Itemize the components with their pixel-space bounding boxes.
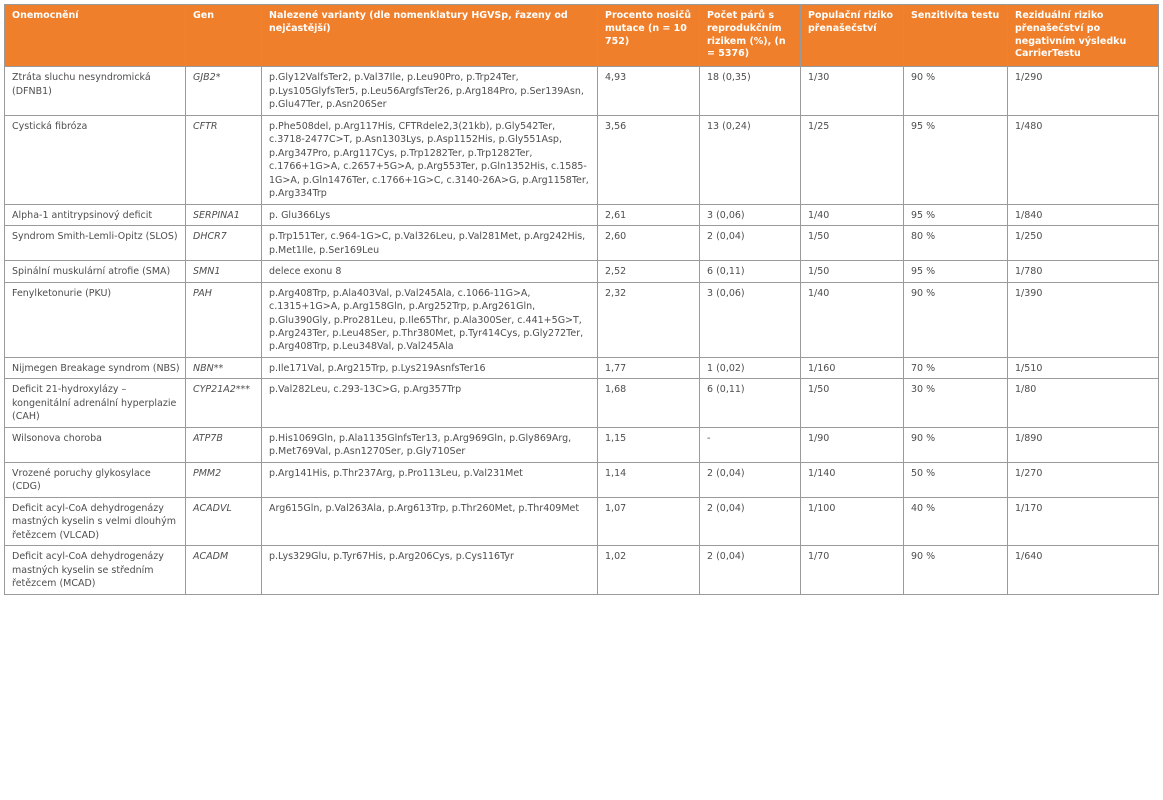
- cell-gene: DHCR7: [186, 226, 262, 261]
- cell-carrier-percent: 4,93: [598, 67, 700, 115]
- cell-carrier-percent: 1,02: [598, 546, 700, 594]
- header-row: [5, 5, 1159, 67]
- table-body: [5, 67, 1159, 595]
- cell-gene: PMM2: [186, 462, 262, 497]
- cell-variants: p. Glu366Lys: [262, 204, 598, 225]
- cell-sensitivity: 70 %: [904, 357, 1008, 378]
- header-disease: Onemocnění: [5, 5, 186, 67]
- table-row: [5, 357, 1159, 378]
- cell-residual-risk: 1/840: [1008, 204, 1159, 225]
- cell-population-risk: 1/40: [801, 204, 904, 225]
- cell-residual-risk: 1/390: [1008, 282, 1159, 357]
- cell-gene: ATP7B: [186, 427, 262, 462]
- cell-disease: Deficit 21-hydroxylázy – kongenitální adrenální hyperplazie (CAH): [5, 379, 186, 427]
- cell-sensitivity: 50 %: [904, 462, 1008, 497]
- cell-pairs-at-risk: 2 (0,04): [700, 226, 801, 261]
- cell-pairs-at-risk: 2 (0,04): [700, 546, 801, 594]
- cell-residual-risk: 1/890: [1008, 427, 1159, 462]
- cell-disease: Spinální muskulární atrofie (SMA): [5, 261, 186, 282]
- header-carrier-percent: Procento nosičů mutace (n = 10 752): [598, 5, 700, 67]
- cell-variants: p.Lys329Glu, p.Tyr67His, p.Arg206Cys, p.Cys116Tyr: [262, 546, 598, 594]
- cell-gene: CFTR: [186, 115, 262, 204]
- table-row: [5, 204, 1159, 225]
- cell-population-risk: 1/50: [801, 261, 904, 282]
- cell-sensitivity: 90 %: [904, 546, 1008, 594]
- cell-carrier-percent: 1,15: [598, 427, 700, 462]
- cell-disease: Ztráta sluchu nesyndromická (DFNB1): [5, 67, 186, 115]
- cell-carrier-percent: 1,68: [598, 379, 700, 427]
- table-row: [5, 546, 1159, 594]
- cell-disease: Deficit acyl-CoA dehydrogenázy mastných kyselin se středním řetězcem (MCAD): [5, 546, 186, 594]
- cell-gene: SERPINA1: [186, 204, 262, 225]
- carrier-test-table: [4, 4, 1159, 595]
- cell-carrier-percent: 2,52: [598, 261, 700, 282]
- cell-gene: CYP21A2***: [186, 379, 262, 427]
- cell-population-risk: 1/90: [801, 427, 904, 462]
- cell-population-risk: 1/30: [801, 67, 904, 115]
- cell-residual-risk: 1/640: [1008, 546, 1159, 594]
- cell-carrier-percent: 1,07: [598, 497, 700, 545]
- header-variants: Nalezené varianty (dle nomenklatury HGVSp, řazeny od nejčastější): [262, 5, 598, 67]
- table-row: [5, 115, 1159, 204]
- carrier-test-table-wrapper: [4, 4, 1158, 595]
- cell-disease: Wilsonova choroba: [5, 427, 186, 462]
- table-row: [5, 379, 1159, 427]
- cell-sensitivity: 90 %: [904, 282, 1008, 357]
- cell-gene: SMN1: [186, 261, 262, 282]
- cell-population-risk: 1/50: [801, 226, 904, 261]
- table-row: [5, 261, 1159, 282]
- cell-sensitivity: 80 %: [904, 226, 1008, 261]
- cell-sensitivity: 30 %: [904, 379, 1008, 427]
- cell-variants: p.Val282Leu, c.293-13C>G, p.Arg357Trp: [262, 379, 598, 427]
- cell-gene: ACADM: [186, 546, 262, 594]
- cell-variants: delece exonu 8: [262, 261, 598, 282]
- cell-carrier-percent: 1,77: [598, 357, 700, 378]
- cell-variants: Arg615Gln, p.Val263Ala, p.Arg613Trp, p.Thr260Met, p.Thr409Met: [262, 497, 598, 545]
- cell-gene: PAH: [186, 282, 262, 357]
- cell-variants: p.His1069Gln, p.Ala1135GlnfsTer13, p.Arg969Gln, p.Gly869Arg, p.Met769Val, p.Asn1270Ser, p.Gly710Ser: [262, 427, 598, 462]
- cell-variants: p.Arg141His, p.Thr237Arg, p.Pro113Leu, p.Val231Met: [262, 462, 598, 497]
- table-row: [5, 462, 1159, 497]
- cell-residual-risk: 1/510: [1008, 357, 1159, 378]
- cell-pairs-at-risk: 6 (0,11): [700, 261, 801, 282]
- table-row: [5, 282, 1159, 357]
- cell-pairs-at-risk: 3 (0,06): [700, 282, 801, 357]
- cell-disease: Deficit acyl-CoA dehydrogenázy mastných kyselin s velmi dlouhým řetězcem (VLCAD): [5, 497, 186, 545]
- cell-residual-risk: 1/250: [1008, 226, 1159, 261]
- cell-pairs-at-risk: -: [700, 427, 801, 462]
- cell-sensitivity: 40 %: [904, 497, 1008, 545]
- cell-population-risk: 1/50: [801, 379, 904, 427]
- cell-pairs-at-risk: 18 (0,35): [700, 67, 801, 115]
- cell-gene: ACADVL: [186, 497, 262, 545]
- cell-sensitivity: 95 %: [904, 115, 1008, 204]
- header-residual-risk: Reziduální riziko přenašečství po negativním výsledku CarrierTestu: [1008, 5, 1159, 67]
- cell-residual-risk: 1/480: [1008, 115, 1159, 204]
- cell-gene: GJB2*: [186, 67, 262, 115]
- cell-sensitivity: 90 %: [904, 67, 1008, 115]
- cell-population-risk: 1/140: [801, 462, 904, 497]
- cell-residual-risk: 1/290: [1008, 67, 1159, 115]
- cell-population-risk: 1/160: [801, 357, 904, 378]
- cell-population-risk: 1/40: [801, 282, 904, 357]
- cell-sensitivity: 95 %: [904, 261, 1008, 282]
- cell-disease: Cystická fibróza: [5, 115, 186, 204]
- cell-carrier-percent: 2,60: [598, 226, 700, 261]
- table-header: [5, 5, 1159, 67]
- cell-population-risk: 1/25: [801, 115, 904, 204]
- cell-residual-risk: 1/170: [1008, 497, 1159, 545]
- cell-population-risk: 1/70: [801, 546, 904, 594]
- cell-sensitivity: 95 %: [904, 204, 1008, 225]
- table-row: [5, 67, 1159, 115]
- cell-disease: Syndrom Smith-Lemli-Opitz (SLOS): [5, 226, 186, 261]
- cell-residual-risk: 1/80: [1008, 379, 1159, 427]
- cell-residual-risk: 1/780: [1008, 261, 1159, 282]
- cell-disease: Fenylketonurie (PKU): [5, 282, 186, 357]
- header-pairs-at-risk: Počet párů s reprodukčním rizikem (%), (n = 5376): [700, 5, 801, 67]
- cell-carrier-percent: 1,14: [598, 462, 700, 497]
- cell-pairs-at-risk: 13 (0,24): [700, 115, 801, 204]
- cell-variants: p.Gly12ValfsTer2, p.Val37Ile, p.Leu90Pro, p.Trp24Ter, p.Lys105GlyfsTer5, p.Leu56ArgfsTer26, p.Arg184Pro, p.Ser139Asn, p.Glu47Ter, p.Asn206Ser: [262, 67, 598, 115]
- cell-carrier-percent: 3,56: [598, 115, 700, 204]
- header-population-risk: Populační riziko přenašečství: [801, 5, 904, 67]
- cell-variants: p.Trp151Ter, c.964-1G>C, p.Val326Leu, p.Val281Met, p.Arg242His, p.Met1Ile, p.Ser169Leu: [262, 226, 598, 261]
- cell-variants: p.Phe508del, p.Arg117His, CFTRdele2,3(21kb), p.Gly542Ter, c.3718-2477C>T, p.Asn1303Lys, p.Asp1152His, p.Gly551Asp, p.Arg347Pro, p.Arg117Cys, p.Trp1282Ter, p.Trp1282Ter, c.1766+1G>A, c.2657+5G>A, p.Arg553Ter, p.Gln1352His, c.1585-1G>A, p.Gln1476Ter, c.1766+1G>C, c.3140-26A>G, p.Arg1158Ter, p.Arg334Trp: [262, 115, 598, 204]
- cell-disease: Alpha-1 antitrypsinový deficit: [5, 204, 186, 225]
- cell-carrier-percent: 2,61: [598, 204, 700, 225]
- cell-disease: Vrozené poruchy glykosylace (CDG): [5, 462, 186, 497]
- cell-population-risk: 1/100: [801, 497, 904, 545]
- header-gene: Gen: [186, 5, 262, 67]
- table-row: [5, 427, 1159, 462]
- cell-variants: p.Ile171Val, p.Arg215Trp, p.Lys219AsnfsTer16: [262, 357, 598, 378]
- table-row: [5, 226, 1159, 261]
- cell-variants: p.Arg408Trp, p.Ala403Val, p.Val245Ala, c.1066-11G>A, c.1315+1G>A, p.Arg158Gln, p.Arg252Trp, p.Arg261Gln, p.Glu390Gly, p.Pro281Leu, p.Ile65Thr, p.Ala300Ser, c.441+5G>T, p.Arg243Ter, p.Leu48Ser, p.Thr380Met, p.Tyr414Cys, p.Gly272Ter, p.Arg408Trp, p.Leu348Val, p.Val245Ala: [262, 282, 598, 357]
- header-sensitivity: Senzitivita testu: [904, 5, 1008, 67]
- table-row: [5, 497, 1159, 545]
- cell-pairs-at-risk: 2 (0,04): [700, 462, 801, 497]
- cell-pairs-at-risk: 1 (0,02): [700, 357, 801, 378]
- cell-sensitivity: 90 %: [904, 427, 1008, 462]
- cell-gene: NBN**: [186, 357, 262, 378]
- cell-pairs-at-risk: 6 (0,11): [700, 379, 801, 427]
- cell-disease: Nijmegen Breakage syndrom (NBS): [5, 357, 186, 378]
- cell-carrier-percent: 2,32: [598, 282, 700, 357]
- cell-residual-risk: 1/270: [1008, 462, 1159, 497]
- cell-pairs-at-risk: 3 (0,06): [700, 204, 801, 225]
- cell-pairs-at-risk: 2 (0,04): [700, 497, 801, 545]
